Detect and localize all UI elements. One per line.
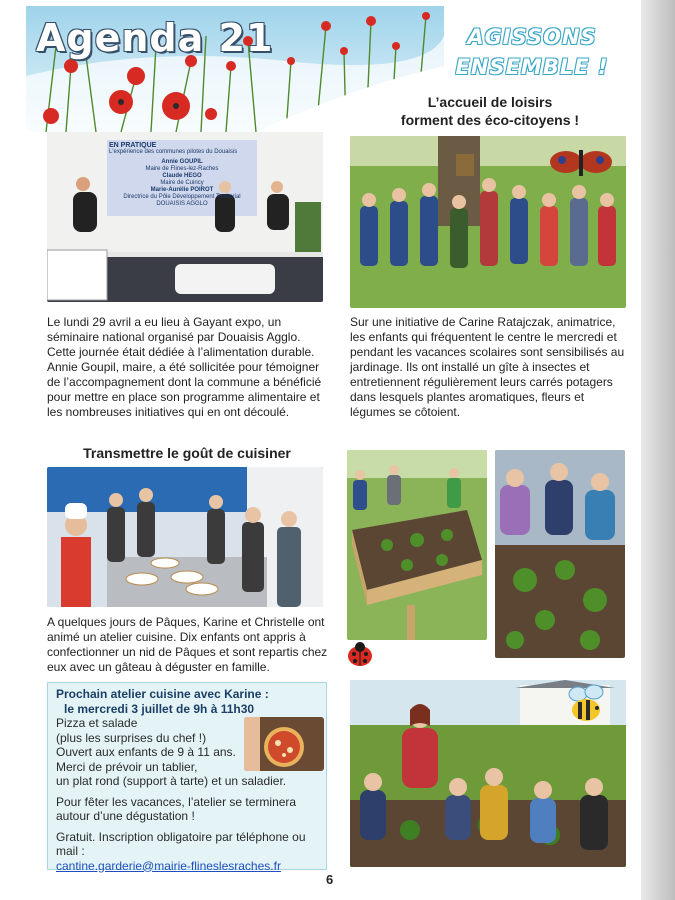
ladybug-icon	[345, 641, 375, 667]
workshop-menu-line-1: Pizza et salade	[56, 716, 138, 730]
slide-heading-line-2: L'expérience des communes pilotes du Douaisis	[109, 149, 238, 155]
leisure-heading-line-1: L’accueil de loisirs	[427, 94, 553, 110]
slide-content	[109, 142, 255, 208]
agenda-title: Agenda 21	[36, 16, 274, 60]
pizza-photo	[244, 717, 324, 771]
tagline-line-1: AGISSONS	[467, 25, 597, 49]
cooking-heading: Transmettre le goût de cuisiner	[83, 445, 291, 461]
workshop-menu-line-2: (plus les surprises du chef !)	[56, 730, 207, 745]
next-workshop-box	[47, 682, 327, 873]
seminar-photo	[47, 132, 323, 302]
tagline	[442, 22, 622, 82]
workshop-title-line-1: Prochain atelier cuisine avec Karine :	[56, 687, 269, 701]
garden-bed-photo	[347, 450, 487, 640]
children-group-photo	[350, 136, 626, 308]
workshop-email-link[interactable]: cantine.garderie@mairie-flineslesraches.fr	[56, 858, 281, 873]
workshop-end-line-2: autour d’une dégustation !	[56, 809, 195, 823]
speaker-role: Maire de Cuincy	[160, 180, 204, 186]
page-number: 6	[326, 872, 334, 887]
speaker-name: Marie-Aurélie POIROT	[150, 187, 214, 193]
workshop-title-line-2: le mercredi 3 juillet de 9h à 11h30	[64, 701, 255, 716]
seminar-paragraph: Le lundi 29 avril a eu lieu à Gayant expo, un séminaire national organisé par Douaisis Agglo. Cette journée était dédiée à l’alimentation durable. Annie Goupil, maire, a été sollicitée pour témoigner de l’accompagnement dont la commune a bénéficié pour mettre en place son programme alimentaire et les nombreuses initiatives qui en ont découlé.	[47, 315, 322, 419]
speaker-name: Claude HEGO	[162, 173, 202, 179]
children-planting-photo	[495, 450, 625, 658]
leisure-paragraph: Sur une initiative de Carine Ratajczak, animatrice, les enfants qui fréquentent le centre le mercredi et pendant les vacances scolaires sont sensibilisés au jardinage. Ils ont installé un gîte à insectes et entretiennent régulièrement leurs carrés potagers dans lesquels plantes aromatiques, fleurs et légumes se côtoient.	[350, 315, 625, 419]
workshop-registration: Gratuit. Inscription obligatoire par téléphone ou mail :	[56, 829, 306, 858]
workshop-bring-line-2: un plat rond (support à tarte) et un saladier.	[56, 774, 287, 788]
tagline-line-2: ENSEMBLE !	[455, 55, 609, 79]
slide-speakers	[109, 159, 255, 208]
slide-heading-line-1: EN PRATIQUE	[109, 142, 157, 149]
page-edge-shadow	[641, 0, 675, 900]
workshop-bring-line-1: Merci de prévoir un tablier,	[56, 759, 198, 774]
speaker-name: Annie GOUPIL	[161, 159, 203, 165]
cooking-paragraph: A quelques jours de Pâques, Karine et Christelle ont animé un atelier cuisine. Dix enfants ont appris à confectionner un nid de Pâques et sont repartis chez eux avec un gâteau à déguster en famille.	[47, 615, 328, 674]
speaker-role: Directrice du Pôle Développement Territorial DOUAISIS AGGLO	[123, 194, 241, 207]
workshop-end-line-1: Pour fêter les vacances, l’atelier se terminera	[56, 794, 297, 809]
bee-icon	[564, 682, 610, 728]
speaker-role: Maire de Flines-lez-Raches	[145, 166, 219, 172]
leisure-heading-line-2: forment des éco-citoyens !	[400, 112, 580, 128]
cooking-workshop-photo	[47, 467, 323, 607]
workshop-ages: Ouvert aux enfants de 9 à 11 ans.	[56, 745, 236, 759]
leisure-center-heading	[355, 93, 625, 129]
